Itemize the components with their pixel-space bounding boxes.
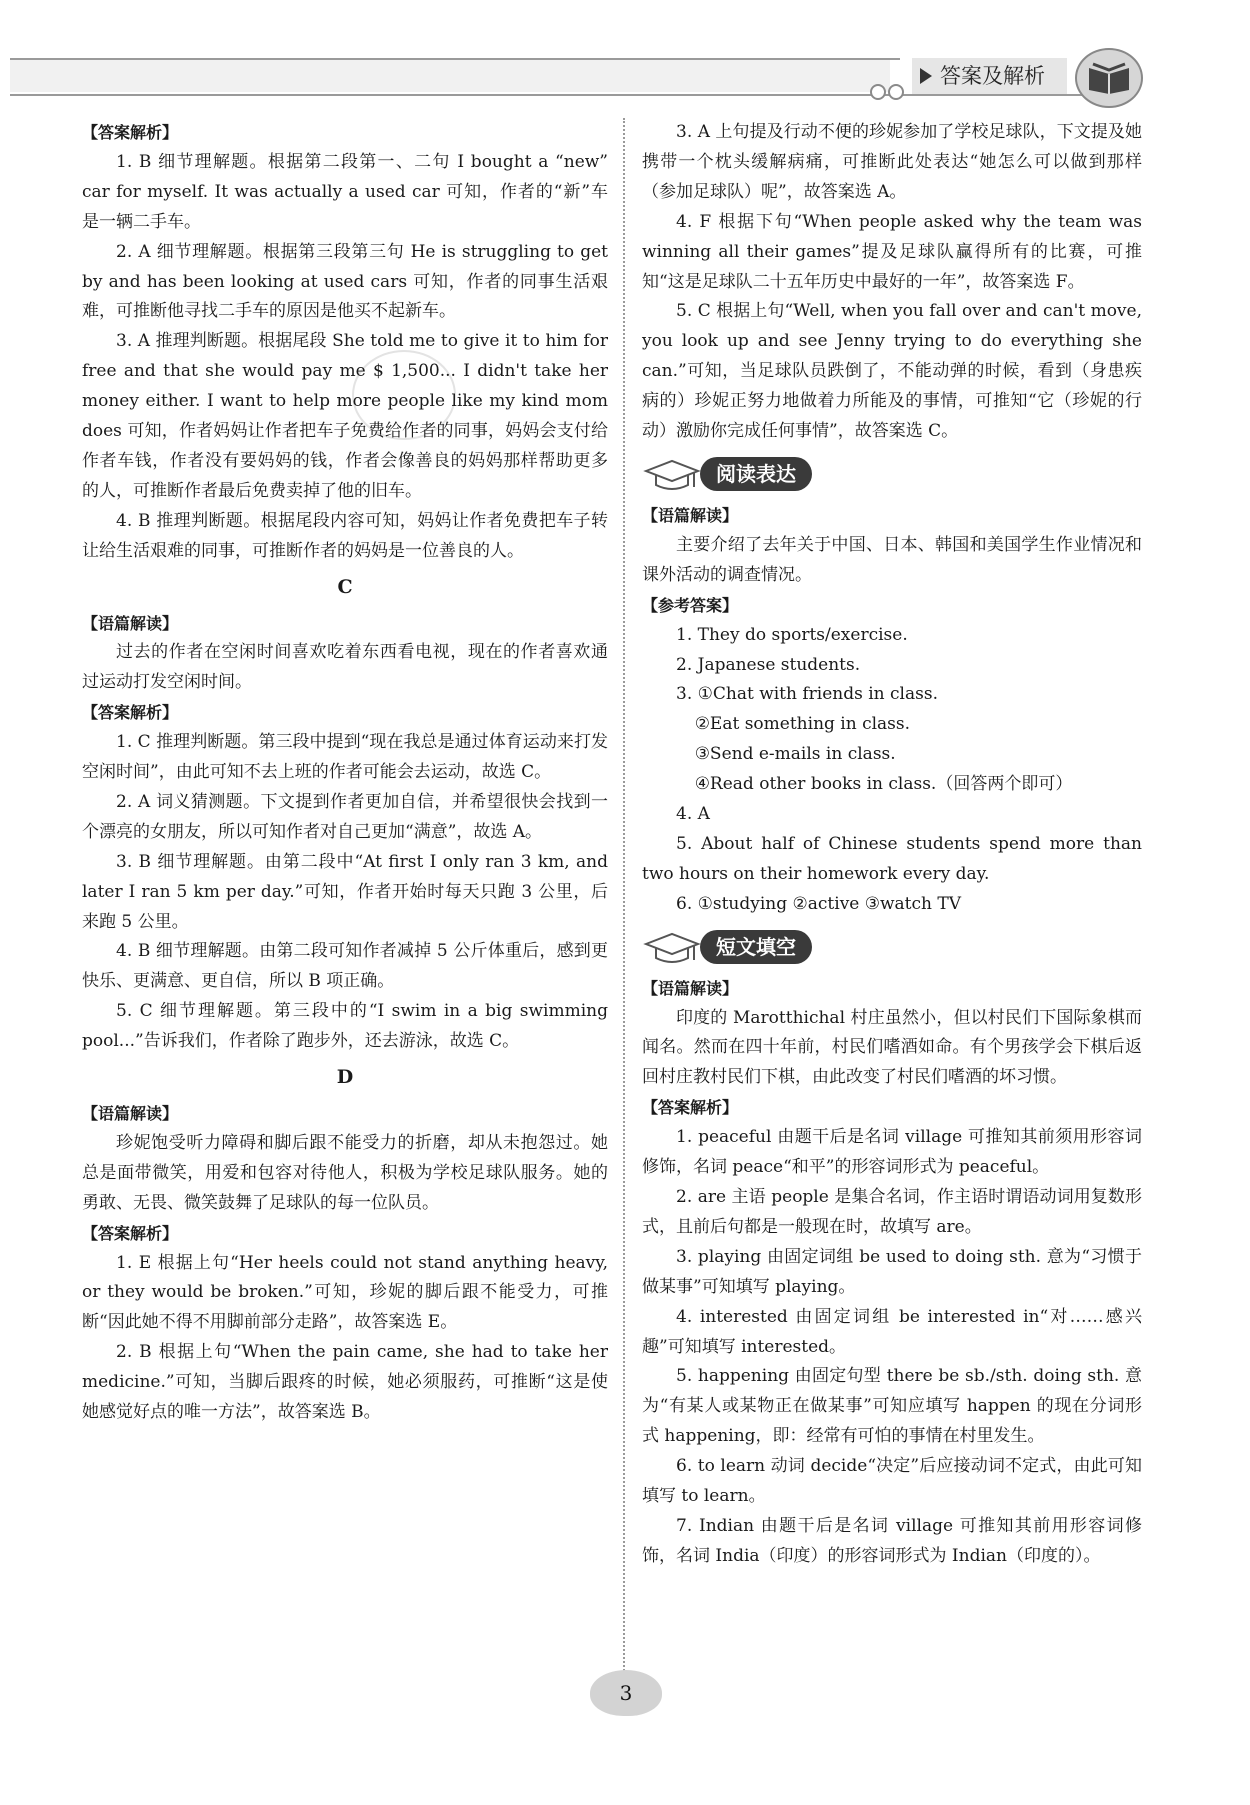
section-label xyxy=(912,58,1067,94)
answer-item: 2. Japanese students. xyxy=(676,654,861,675)
column-divider xyxy=(623,118,625,1678)
section-d-heading: D xyxy=(336,1066,354,1089)
answer-item: 7. Indian 由题干后是名词 village 可推知其前用形容词修饰，名词 India（印度）的形容词形式为 Indian（印度的）。 xyxy=(642,1515,1142,1566)
passage-reading-tag: 【语篇解读】 xyxy=(642,978,739,998)
passage-reading-tag: 【语篇解读】 xyxy=(82,1104,179,1123)
answer-item: 2. B 根据上句“When the pain came, she had to take her medicine.”可知，当脚后跟疼的时候，她必须服药，可推断“这是使她感觉好点的唯一方法”，故答案选 B。 xyxy=(82,1342,608,1423)
right-column xyxy=(642,118,1142,1572)
reference-answer-tag: 【参考答案】 xyxy=(642,595,739,615)
passage-reading: 过去的作者在空闲时间喜欢吃着东西看电视，现在的作者喜欢通过运动打发空闲时间。 xyxy=(82,642,608,693)
answer-analysis-tag: 【答案解析】 xyxy=(82,1223,179,1243)
section-banner: 短文填空 xyxy=(700,930,812,964)
answer-item: 1. They do sports/exercise. xyxy=(676,624,908,645)
answer-item: 2. A 细节理解题。根据第三段第三句 He is struggling to get by and has been looking at used cars 可知，作者的同事生活艰难，可推断他寻找二手车的原因是他买不起新车。 xyxy=(82,241,608,322)
section-c-heading: C xyxy=(337,575,353,598)
answer-subitem: ④Read other books in class.（回答两个即可） xyxy=(694,774,1073,795)
answer-item: 2. A 词义猜测题。下文提到作者更加自信，并希望很快会找到一个漂亮的女朋友，所以可知作者对自己更加“满意”，故选 A。 xyxy=(82,791,608,842)
answer-item: 4. B 细节理解题。由第二段可知作者减掉 5 公斤体重后，感到更快乐、更满意、更自信，所以 B 项正确。 xyxy=(82,941,608,992)
answer-item: 4. F 根据下句“When people asked why the team was winning all their games”提及足球队赢得所有的比赛，可推知“这是足球队二十五年历史中最好的一年”，故答案选 F。 xyxy=(642,211,1142,292)
page-header xyxy=(0,0,1250,110)
answer-analysis-tag: 【答案解析】 xyxy=(82,703,179,723)
answer-item: 3. playing 由固定词组 be used to doing sth. 意为“习惯于做某事”可知填写 playing。 xyxy=(642,1246,1142,1297)
graduation-cap-icon xyxy=(642,457,702,493)
answer-item: 4. B 推理判断题。根据尾段内容可知，妈妈让作者免费把车子转让给生活艰难的同事，可推断作者的妈妈是一位善良的人。 xyxy=(82,510,608,561)
left-column xyxy=(82,118,608,1428)
answer-item: 6. to learn 动词 decide“决定”后应接动词不定式，由此可知填写 to learn。 xyxy=(642,1456,1142,1507)
answer-item: 5. happening 由固定句型 there be sb./sth. doing sth. 意为“有某人或某物正在做某事”可知应填写 happen 的现在分词形式 happening，即：经常有可怕的事情在村里发生。 xyxy=(642,1366,1142,1447)
graduation-cap-icon xyxy=(642,930,702,966)
answer-item: 1. B 细节理解题。根据第二段第一、二句 I bought a “new” car for myself. It was actually a used car 可知，作者的“新”车是一辆二手车。 xyxy=(82,151,608,232)
book-icon xyxy=(1075,48,1143,108)
passage-reading-tag: 【语篇解读】 xyxy=(82,613,179,633)
cloze-heading xyxy=(642,924,1142,970)
answer-item: 3. ①Chat with friends in class. xyxy=(676,684,938,705)
triangle-icon xyxy=(920,68,932,84)
page-number: 3 xyxy=(590,1670,662,1716)
section-label-text: 答案及解析 xyxy=(940,64,1045,88)
answer-item: 5. C 细节理解题。第三段中的“I swim in a big swimming pool...”告诉我们，作者除了跑步外，还去游泳，故选 C。 xyxy=(82,1001,608,1052)
header-rule-bottom xyxy=(10,94,1120,96)
answer-subitem: ③Send e-mails in class. xyxy=(694,744,896,765)
passage-reading: 主要介绍了去年关于中国、日本、韩国和美国学生作业情况和课外活动的调查情况。 xyxy=(642,534,1142,585)
header-rings xyxy=(870,84,906,104)
answer-item: 1. C 推理判断题。第三段中提到“现在我总是通过体育运动来打发空闲时间”，由此可知不去上班的作者可能会去运动，故选 C。 xyxy=(82,732,608,783)
answer-item: 5. About half of Chinese students spend more than two hours on their homework every day. xyxy=(642,833,1142,884)
answer-item: 1. E 根据上句“Her heels could not stand anything heavy, or they would be broken.”可知，珍妮的脚后跟不能受力，可推断“因此她不得不用脚前部分走路”，故答案选 E。 xyxy=(82,1252,608,1333)
answer-analysis-tag: 【答案解析】 xyxy=(642,1098,739,1118)
header-rule-top xyxy=(10,58,900,60)
passage-reading: 印度的 Marotthichal 村庄虽然小，但以村民们下国际象棋而闻名。然而在四十年前，村民们嗜酒如命。有个男孩学会下棋后返回村庄教村民们下棋，由此改变了村民们嗜酒的坏习惯。 xyxy=(642,1007,1142,1088)
answer-item: 3. A 推理判断题。根据尾段 She told me to give it to him for free and that she would pay me $ 1,500... I didn't take her money either. I want to help more people like my kind mom does 可知，作者妈妈让作者把车子免费给作者的同事，妈妈会支付给作者车钱，作者没有要妈妈的钱，作者会像善良的妈妈那样帮助更多的人，可推断作者最后免费卖掉了他的旧车。 xyxy=(82,331,608,501)
section-banner: 阅读表达 xyxy=(700,457,812,491)
answer-subitem: ②Eat something in class. xyxy=(694,714,911,735)
answer-item: 3. B 细节理解题。由第二段中“At first I only ran 3 km, and later I ran 5 km per day.”可知，作者开始时每天只跑 3 公里，后来跑 5 公里。 xyxy=(82,851,608,932)
header-band xyxy=(10,60,890,92)
answer-item: 5. C 根据上句“Well, when you fall over and can't move, you look up and see Jenny trying to do everything she can.”可知，当足球队员跌倒了，不能动弹的时候，看到（身患疾病的）珍妮正努力地做着力所能及的事情，可推知“它（珍妮的行动）激励你完成任何事情”，故答案选 C。 xyxy=(642,301,1142,442)
answer-item: 4. interested 由固定词组 be interested in“对……感兴趣”可知填写 interested。 xyxy=(642,1306,1142,1357)
passage-reading: 珍妮饱受听力障碍和脚后跟不能受力的折磨，却从未抱怨过。她总是面带微笑，用爱和包容对待他人，积极为学校足球队服务。她的勇敢、无畏、微笑鼓舞了足球队的每一位队员。 xyxy=(82,1132,608,1213)
answer-item: 1. peaceful 由题干后是名词 village 可推知其前须用形容词修饰，名词 peace“和平”的形容词形式为 peaceful。 xyxy=(642,1127,1142,1178)
passage-reading-tag: 【语篇解读】 xyxy=(642,505,739,525)
answer-item: 2. are 主语 people 是集合名词，作主语时谓语动词用复数形式，且前后句都是一般现在时，故填写 are。 xyxy=(642,1187,1142,1237)
answer-analysis-tag: 【答案解析】 xyxy=(82,123,179,142)
reading-expression-heading xyxy=(642,451,1142,497)
answer-item: 3. A 上句提及行动不便的珍妮参加了学校足球队，下文提及她携带一个枕头缓解病痛，可推断此处表达“她怎么可以做到那样（参加足球队）呢”，故答案选 A。 xyxy=(642,122,1142,202)
answer-item: 6. ①studying ②active ③watch TV xyxy=(676,893,962,914)
answer-item: 4. A xyxy=(676,804,710,825)
